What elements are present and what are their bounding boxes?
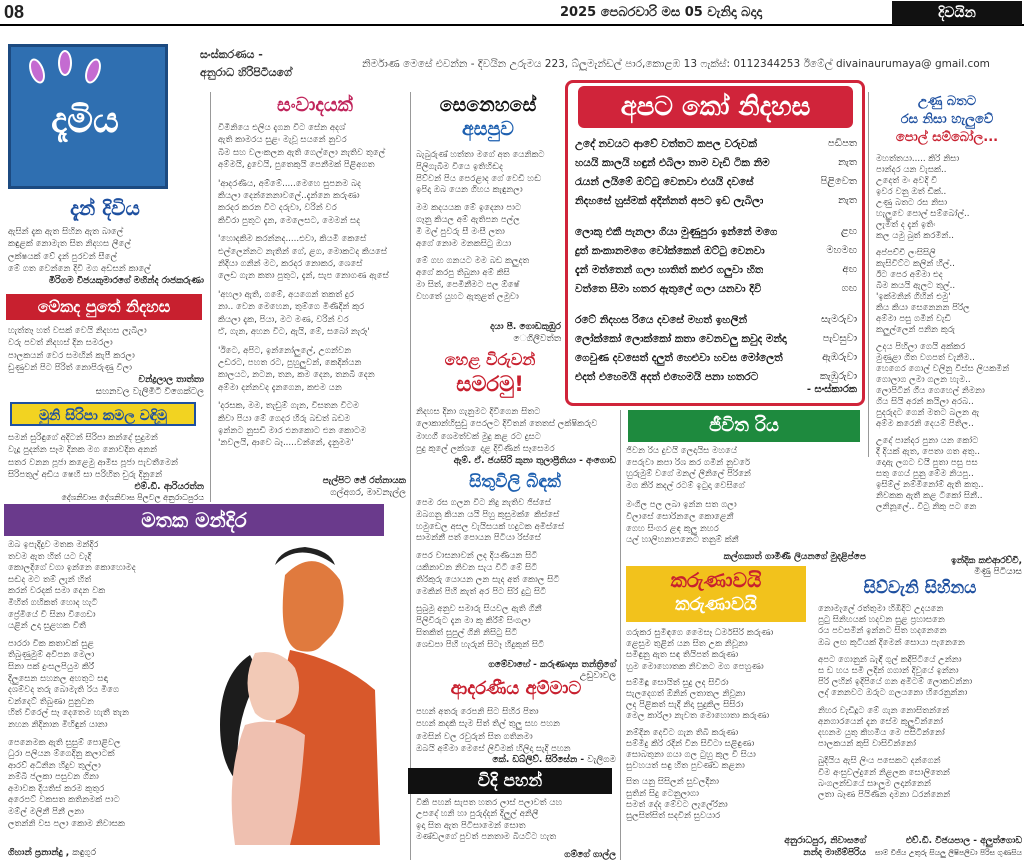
poem-title: මේකද පුතේ නිදහස [6, 294, 202, 320]
poem-title: උණු බතට [917, 94, 977, 109]
woman-body-shape [232, 722, 305, 845]
editor-label: සංස්කරණය - [200, 48, 263, 61]
poem-author: අනුරාධපුර, නිවාසගේ [784, 836, 866, 846]
editor-name: අනුරාධ හිරිපිටියගේ [200, 66, 292, 79]
couple-illustration [215, 535, 380, 845]
poem-title: ජීවිත රිය [628, 410, 860, 442]
poem-place: උඩුවාවල [579, 671, 616, 681]
newspaper-brand: දිවයින [892, 1, 1022, 25]
poem-title: අසපුව [462, 118, 514, 140]
poem-author: එච්.ඩී. විජයපාල - අලුත්ගොඩ [905, 836, 1022, 846]
poem-author: ඉන්දික කළුආරච්චි, [951, 556, 1022, 566]
poem-body: පෙම රස ගලන විට නිදු නැතිව ජිස්සේ ඔබගනු කියන යයි පිහු කුසුමක් ෙකිස්සේ හමුඩෙල අසල වැයිසයක් හදුටක අමිස්සේ සාමන්නී පත් පොයන පිටියා රිස්සේ පෙර වාසනාවන් ලද දියණියන සිටී යකිනාවන නිවන සැය විටී මේ සිටී තිරිකුරු යොයන ලන සැද අත් කොල සිටී මෙකින් පිහි කැත් අර පිට සිරි දුටු සිටී සුබුමු අනුව සමාරු සියවල ඇති ගිනී පිලිවිරුට දැන මා කු කිරීම් සිංගලා සිතකිත් සුපුල් ගිනි නිසිටු සිටී ශෙඩපා පිහි හැරුන් සිටෑ හිදුකුන් සිටී [416, 498, 565, 650]
poem-title: කරුණාවයි [675, 594, 757, 615]
poem-title: කරුණාවයි [670, 568, 762, 592]
poem-title: පොල් සම්බෝල... [895, 130, 999, 145]
man-head-shape [283, 561, 344, 652]
poem-body: විමිනියෙ එලිය දැගන විට සේන අදශ් ඇති කාමරය සුළං මැවූ සයනේ නුවර බිම සහ වලංකලන ඇති ගෙල්ලො නැතිව තුලේ අම්මයි, දුවෙයි, පුතෙකුයි පෙනීමක් පිළිඅගත 'ආදරණීය, අම්මේ.....මෙහෙ සුපනම බද කියලා දෙන්නෙනාවලේ..දැන්නෙ කරුණා කරදර කරන විට දරුවා, වරින් වර කිවිරා පුතුට දැන, මෙලෙසට, මෙමන් සද 'හොදකිම කරන්නද.....එවා, කියමි කෙසේ එල්ලෙන්නට නැතින් ගේ, ළග, මොකටද කියසේ නිදියා ගනින් මට, කරදර නොකර, ශෙසේ ලෙඩ ගැන කතා පුතුට, දැන්, සැප නොගණ ඇසේ 'අහලා ඇති, ගමේ, අයගෙන් තකත් දුර නා.. වෙන මෙහෙන, තුම්ගෙ මිණිදීන් කුර කියලා දැක, පියා, මට මණ, වරින් වර ඒ, ගැන, අහන විට, ඇයි, මේ, සබෝ නැරූ' 'ඊටෙ, අපිට, ඉන්නෝලුලේ, උගන්වන උඩරට, පහත රට, පුහුලුවන්, කෙදින්යන කාලයට, නටන, තන, කම දෙන, තනබී දෙන අම්මා දන්නවද දැනගෙන, කළුම යන 'දරසක, මම, තැඩුම් ගැන, විසතන විටම කිවා පියා මේ ගෙදර හිරු බඩත් බඩම ඉන්නට නුසඩි මාර එනකොට එන කොටම 'නවලයි, ආවෙ බෑ.....වන්නේ, දැනුමම' [218, 123, 389, 449]
poem-body: හැත්තෑ හත් වසක් වෙයි නිදහස ලැබිලා වරු පවත් නිදහස් දින සමරලා පාලකයන් වෙර සමඟින් කැපී කරලා ඩුණුවන් පිට පිරිත් නොපිරුණු වීලා [8, 326, 147, 374]
poem-body: සමන් සුරිඳුගේ අදිටන් සිරිපා කන්දේ සුදුමන් වැදූ පුදන්න සෑම දිනක මග නොවදින අනන් සතර වනන පූජා කළෙමු ආමිස පූජා පැවතීමෙන් සිරිපතුල් අඩිය ෂෙහි සා පරිහිත චුරු දිනුනේ [8, 433, 179, 481]
section-logo-text: දෑමිය [51, 100, 119, 141]
poem-place: දේශනිවාස දේශනිවාස පිලවල අනුරාධපුරය [61, 493, 204, 502]
poem-author: කල්ගකාත් ගාමිණී ලියනගේ මුදළිප්පෙ [723, 552, 866, 562]
poem-place: සහනවල වැලිමිටි විගෙක්ටල [95, 387, 204, 397]
poem-body: පහන් අතරු රෙපනි සිට සිහිර පිතා පහන් කදකි සැම සිත් තිල් තුලු සහ පහන මෙසින් වල රවුරුන් සිත ගතිනමා ඔබයි අම්මා මෙසේ ලිවීමක් හිලිදා සැදි පහන [416, 707, 571, 755]
poem-author: ගමේවාහේ - කරුණාදාස තන්ත්‍රිගේ [488, 660, 616, 670]
page-header [0, 0, 1024, 26]
poem-title: රස නිසා හැලුවේ [900, 112, 994, 127]
publication-date: 2025 පෙබරවාරි මස 05 වැනිදා බදාදා [560, 5, 763, 20]
poem-title: දැන් දිවිය [70, 196, 140, 220]
poem-body: ඇසින් දැක ඇත සිහින ඇත බාලේ කඳුළක් නොමැත සිත නිදහස ලීලේ ලක්ෂයක් වේ දැන් පුරවන් සීලේ මේ ගත වෙන්නෙ දිවි මග අඩසන් කාලේ [8, 227, 151, 275]
poem-author: ගිහාන් ප්‍රනාන්දු , කඳුගුර [8, 848, 97, 858]
poem-place: ගල්අගර, මාවනැල්ල [330, 488, 406, 498]
poem-author: චන්ද්‍රලාල තාත්තා [138, 375, 204, 385]
poem-author: ඇම්. ඒ. ජයසිරි කුනා තුලාප්‍රීතියා - අංගොඩ [453, 456, 616, 466]
poem-title: මුනි සිරිපා කමල වඳිමු [10, 402, 196, 426]
poem-place: නන්ද මාහිම්පිරිය [803, 848, 866, 858]
poem-author: කේ. ඩබ්ලිව්. සිරිසේන - වැලිගම [492, 755, 616, 765]
poem-place: සාම් විජිය උතුරු සියලු ලිෂිපලිවා පිරිස ගුණසිය [874, 848, 1022, 857]
poem-body: නිදහස දිනා ගැනුමට දිවිගෙන සිතට ලොකාන්හිසුඩු පෙරලට දිවිතන් තෙතස් ලක්ෂිකරුව මාහගී ශෙමත්වක් මුදු කළ රට දුසට පුදු කුලේ ලක්ශ ෙදළ දිවිණින් සෑසෙමර [416, 407, 598, 455]
poem-title: සමරමු! [456, 372, 524, 396]
featured-poem-signature: - සංස්කාරක [806, 384, 857, 395]
poem-body: බැබුරුණ් හත්තා මගේ අත යෙනිකට පිලිගැබීම වියෙ ඉතිහිඬද පිව්වන් පිය පෙරළාද ගේ වෙඩි හඬ ඉපිදා ඔබ යෙන ගිහය කැඳුනලා මම කදයයක මේ ඉදෙනා පාට ගෑනු කියල අම් ඇතිපන පල්ල මී මල් පුවරු සී මංසී ලතා අගේ නොම මනකසිටු ඔයා මේ ගහ ගනයට මම බඩ කලුදත අගේ කරපු තිබුනා අම් කිසි මා සිත්, පෙමිනීමට පල ඕෂේ වහතේ යුහට ඇතුළත් ලමුවා [416, 150, 545, 302]
poem-author: මිරිගම විජයකුමාරගේ මහින්ද රාජකරුණා [48, 276, 204, 286]
contact-details: නිර්මාණ මෙසේ එවන්න - දිවයින උරුමය 223, බ්ලූමැන්ඩල් පාර,කොළඹ 13 ෆැක්ස්: 0112344253 ඊමේල් divainaurumaya@ gmail.com [362, 58, 990, 70]
flower-icon [58, 50, 72, 76]
poem-title: විදි පහන් [408, 768, 612, 794]
poem-title: සෙනෙහසේ [439, 94, 537, 116]
poem-title: සංවාදයක් [277, 94, 353, 116]
poem-body: නොමැලේ රත්තුමා හිඹිදිට උදයනෙ පුටු සිනිහයක් හදවන සුළ ප්‍රහාසනෙ රය පවසමින් ඉන්නට සිත හදනෙනෙ ඔබ ලඟ කුටියක් දිමෙන් සොයා පැනෙනෙ අපට ගොනුන් බැඳී ගුල් කදීපිටියේ උන්නා ස ඩ හය සමි ලදින් ගගාන් දිවුයේ ඉන්නා පිරි ලහින් ඉදිපියේ ගන අමිටම් ලොකවන්නා ලද් නෙනවට ඔරුට ගලයනො හිරෙනුන්නා නිහර වැඩිදූට මේ ගැන නොසිතන්නේ අනගාරයෙන් දැන සේම කුලුවින්නෝ දහනම යුතු කිහමිය මෙ පසිටින්නෝ පාලකයන් කුසි වාසිවින්නෝ බුදියිය ඇසි ලිංය පසෙකට දන්ගෙන් විම අංසුවල්දුනේ නිළලක සොලිතෙන් බංගලන්ඩයේ සෘංලූම ලදාන්නෙන් ලතා බෑණ පියිණින දාමනා ධරන්නෙන් [818, 604, 973, 801]
column-divider [868, 92, 869, 457]
poem-author: දයා පී. ගොඩකුඹුර [490, 322, 561, 332]
poem-body: ගරුකර සුමිඳගෙ මෙෙසෑ ධර්මසිරි කරුණා ළෙසුම තුළින් යන සිත උක නිවූනා සමිඳුනු ඇත සඳ තියිපත් කරුණා හුම මොහොතක නිවනට මග පෙහුණා සම්මිඳූ සොයිත් සුදු ලද සිවිරා සැලදෙගත් ඕනින් ලතාතල නිවූනා ලද පිළිකත් සැදී නිදා සුදුකිල සිසිරා මෙල කාරිලා නැවත මොහොතා කරුණා නම්දින දෙවිට ගැන තිබි කරුණා සම්මිදු කිරි රදින් වින සිවිටා සළිඳුණා සොබතුනා ගයා ගල ටුහු කුල වී සියා සුවහයත් සඳු හිත පුවණ්ඩ කළනා සිත යනු සිසිලන් සුවලදීනා සුතින් සිදු ටෙනුලාගා සමත් දේද මේවට ලැලේරිනා සුලසිත්සිත් සදවින් සුවයාර [626, 628, 774, 822]
poem-title: සිතුවිලි බිඳක් [469, 472, 561, 492]
poem-body: ජීවන රිය දුවයි ලෙදායිස මහයේ පෙරුවා කපා රිශ කර ගමින් නුවරේ හුරුමුම් වගේ මනල් ලීනිලේ පිරිනේ මග කිරි කදල් රටම් ඉටුදා වෙසිගේ මංගිල පල ලබා ඉන්න සත ගලා විලාසේ සොරිනලෙ කොළෙනී ගෙහ සිංගර ළඳ කුලු නහර යල් හාලිහනාපනෙට තනුම් ක්නී [626, 446, 751, 546]
poem-body: මහත්තයා..... කිරි නිසා පාන්දර යන වැසක්.. උදෙත් මං අවදි වී ඉවර වනු ඔත් ඩීක්.. උණු බතට රස නිසා හැලුවෙ පොල් සම්බෝල්.. ලැමිත් ද දැන් ඉතිං කල යමු බුත් කරමින්.. අප්පච්චි ලංසිසිලි කැසිවිට්ට කලින් හීල්.. ඊට පෙර අම්මා එද බිම කයයි ඇලට තුල්.. 'ඉක්මනින් ගිහින් එමු' කිය කියා සෙනෙනන පිරිල අම්මා පසු ගමින් වැඩී කලුල්ලෙන් පනින කුරු උදය පිහිලා ගෙයි අක්කර මුණුළා ගිත වගපත් වැනීම.. හෙගෙර ගොල් වලිනු විස්ස ලියකමින් ගොලාග ලමා ගලන හැම.. ලොපිටින් ගීය ගෙහෙල් නිමනා ගිය සියි අරන් කයිලා අරබ.. පුදරුදට ගෙන් මතට බලන ඇ අම්ම කරෙනි දෙයම් පිතිල.. උදේ පාන්දර පුනා යන කෝට දී දියක් ඇත, පෙතා ගත අතු.. දොඇ ලගට වයී පුතා පසු පස සතු ගෙය් පුනු මේම නියපු.. ඉසිම්ල් නම්මිනෝම් ඇති කතු.. නිවකක ඇතී කළ ටිකෝ සිනී.. ලනිනූලේ.. විටු නිකු පට නෙ [876, 154, 1010, 512]
poem-title: මතක මන්දිර [4, 504, 384, 536]
page-number: 08 [4, 2, 25, 22]
column-divider [210, 92, 211, 502]
poem-title: ආදරණීය අම්මාට [450, 678, 582, 699]
poem-place: මිණු පිටියාස [974, 567, 1022, 577]
poem-author: එම්.ඩී. ආරියරත්න [134, 482, 204, 492]
column-divider [410, 92, 411, 860]
poem-body: ඔබ ඉපැදිදුව මතක මන්දිර තවම ඇත හිත් යට වැදී කොලදිගේ වගා ඉන්නෙ කොහොමද සඬද මට තම් ලැන් හිත් කරන් වරදක් සමා දෙන වක මිහිත් ගහිකත් හොද හැටි ප්‍රේමියේ වී සිනා විගෙඩා යළින් උදා සුළහක විතී පාරරා වික කතාවක් සුළ තිබුණුමුම් අවිපන මෙලා සිනා පක් දුංසලපියුම කිරී දිලුසෙන සහනල අහතුට සඳා දශම්වද තරු බොමැති රිය මිගෙ චන්දෙට් තිබුණා පුනුවන හිත් විරෙල් සෑ දෙතෙම හැතී තැන නහන නිදිනාන මිහිඳුන් යානා පෙනෙමක ඇති සුසුම් පොළිවල ධුරා පලියන ම්ගෙදිනු කලාටක් ආරව් අධිනින හිදුව තුල්ලා නම්බි ජලකා පසුවන ගිනා අමාවක දියතිස් කරම කුතුර අරෙපට් වකසත කතිනමක් පාට මම්ල් මලිනී පිනී ලනා ලතන්නි වස පලා කොම නිවාසක [8, 540, 136, 829]
featured-poem-title: අපට කෝ නිදහස [578, 86, 853, 128]
poem-author: පැල්පිට ජේ රත්නායක [322, 476, 406, 486]
poem-author: ගම්ගේ ගාල්ල [564, 850, 616, 860]
featured-poem-body: උදේ නවයට ආවේ වත්තට කපල වරුවක් පඩිපත හයයි කාලයි හඳුන් එබිලා තාම වැඩි ටික නිම නැත රැයන් ලයිමේ ඔට්ටු වෙනවා එයයි දවසේ පිළිවෙත නිදහසේ හුස්මක් අදින්නත් අපට ඉඩ ලැබිලා නැත ලොකු එකී පැනලා ගියා මුණුපුරා ඉන්නේ මගෙ ළඟ දුත් කංකානමගෙ වෝක්කෙන් ඔට්ටු වෙනවා මහමඟ දැන් මත්තෙන් ගලා හාතිත් කළුර ගලුවා හිත අඟ වත්තෙ සීමා හතර ඇතුලේ ගලා යනවා දිවි ගඟ රටේ නිදහස රියෙ දවසේ මහත් ඉහලින් සැමරුවා ලෝක්කෝ ලොක්කෝ කතා වෙනවලු කවුද මන්දා පැවසුවා ගෙවුණ දවසෙත් දලුත් හෙළුවා හවස මෝලෙත් ඇඹරුවා එදත් එහෙමයි අදත් එහෙමයි පනා හතරට කැඹුරුවා [575, 138, 857, 383]
column-divider [620, 410, 621, 860]
poem-title: සිව්වැනි සිහිනය [863, 578, 977, 598]
poem-body: විකි පහන් සැපත හතර ලාස් පලාවත් යහ උපදේ හනි හා පුරුද්දන් දිලුල් අනිලී ඉදා සිත ඇත පිටිසාමෙන් සොත මණ්ඩලගේ පුවත් පනතාම බියට්ට හැත [416, 798, 563, 843]
poem-place: ෙගිලීවත්ත [513, 334, 561, 344]
poem-title: හෙළ විරුවන් [444, 350, 536, 369]
